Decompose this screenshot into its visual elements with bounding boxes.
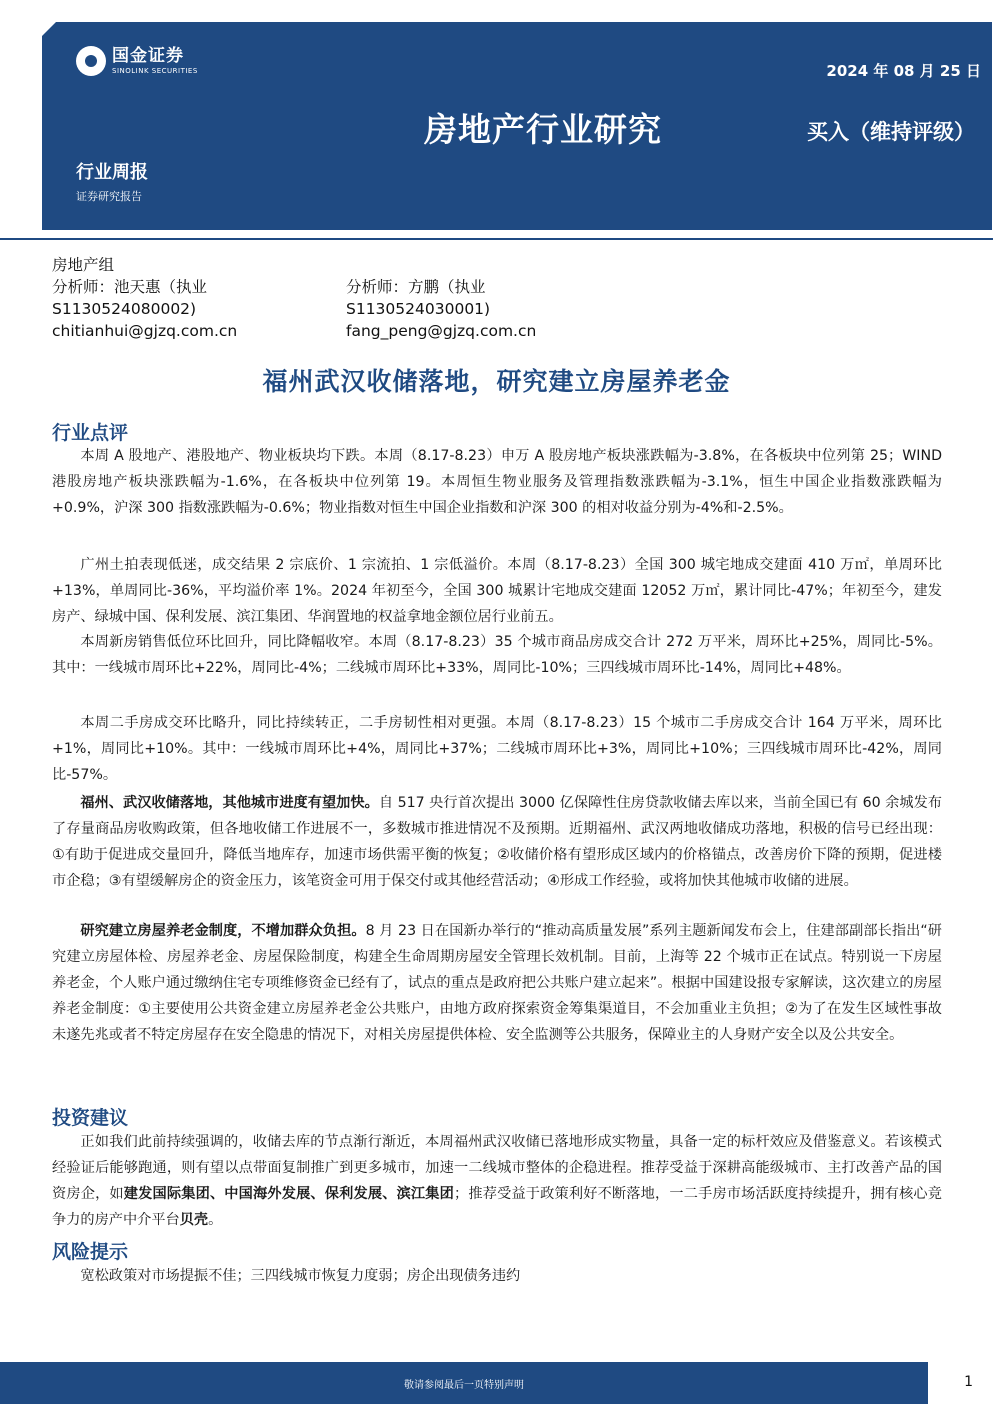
banner-corner xyxy=(42,22,56,36)
analyst-block xyxy=(52,254,752,342)
analyst-1 xyxy=(52,276,346,342)
review-paragraph-5 xyxy=(52,790,942,894)
analyst-2-email[interactable]: fang_peng@gjzq.com.cn xyxy=(346,322,537,340)
section-title-risk: 风险提示 xyxy=(52,1241,129,1263)
review-paragraph-6 xyxy=(52,918,942,1048)
section-title-review: 行业点评 xyxy=(52,422,129,444)
review-paragraph-3: 本周新房销售低位环比回升，同比降幅收窄。本周（8.17-8.23）35 个城市商品房成交合计 272 万平米，周环比+25%，周同比-5%。其中：一线城市周环比+22%，周同比-4%；二线城市周环比+33%，周同比-10%；三四线城市周环比-14%，周同比+48%。 xyxy=(52,634,942,676)
report-title: 房地产行业研究 xyxy=(424,110,662,149)
company-logo xyxy=(76,46,198,76)
analyst-columns xyxy=(52,276,752,342)
analyst-1-name: 分析师：池天惠（执业 xyxy=(52,278,208,296)
advice-paragraph-1 xyxy=(52,1129,942,1233)
header-rule xyxy=(0,238,993,240)
advice-text-c: ；推荐受益于政策利好不断落地，一二手房市场活跃度持续提升，拥有核心竞争力的房产中介平台 xyxy=(52,1186,942,1228)
advice-recommended-stocks: 建发国际集团、中国海外发展、保利发展、滨江集团 xyxy=(123,1186,455,1202)
review-paragraph-4: 本周二手房成交环比略升，同比持续转正，二手房韧性相对更强。本周（8.17-8.23）15 个城市二手房成交合计 164 万平米，周环比+1%，周同比+10%。其中：一线城市周环比+4%，周同比+37%；二线城市周环比+3%，周同比+10%；三四线城市周环比-42%，周同比-57%。 xyxy=(52,715,942,783)
review-paragraph-5-lead: 福州、武汉收储落地，其他城市进度有望加快。 xyxy=(80,795,379,811)
page-number: 1 xyxy=(964,1374,973,1390)
rating-label: 买入（维持评级） xyxy=(807,120,975,144)
advice-text-a: 正如我们此前持续强调的，收储去库的节点渐行渐近，本周福州武汉收储已落地形成实物量，具备一定的标杆效应及借鉴意义。若该模式经验证后能够跑通，则有望以点带面复制推广到更多城市，加速一二线城市整体的企稳进程。推荐受益于深耕高能级城市、主打改善产品的国资房企，如 xyxy=(52,1134,942,1202)
analyst-1-id: S1130524080002) xyxy=(52,300,197,318)
advice-recommended-platform: 贝壳 xyxy=(179,1212,209,1228)
logo-en: SINOLINK SECURITIES xyxy=(112,66,198,75)
report-subtype: 证券研究报告 xyxy=(76,190,142,203)
logo-text xyxy=(112,45,198,75)
headline: 福州武汉收储落地，研究建立房屋养老金 xyxy=(262,367,731,396)
logo-cn: 国金证券 xyxy=(112,45,184,66)
footer-disclaimer: 敬请参阅最后一页特别声明 xyxy=(404,1380,524,1391)
analyst-2-id: S1130524030001) xyxy=(346,300,491,318)
logo-mark-icon xyxy=(76,46,106,76)
analyst-group: 房地产组 xyxy=(52,256,115,274)
risk-paragraph-1: 宽松政策对市场提振不佳；三四线城市恢复力度弱；房企出现债务违约 xyxy=(80,1268,521,1284)
review-paragraph-2: 广州土拍表现低迷，成交结果 2 宗底价、1 宗流拍、1 宗低溢价。本周（8.17-8.23）全国 300 城宅地成交建面 410 万㎡，单周环比+13%，单周同比-36%，平均溢价率 1%。2024 年初至今，全国 300 城累计宅地成交建面 12052 万㎡，累计同比-47%；年初至今，建发房产、绿城中国、保利发展、滨江集团、华润置地的权益拿地金额位居行业前五。 xyxy=(52,557,942,625)
analyst-2 xyxy=(346,276,640,342)
report-date: 2024 年 08 月 25 日 xyxy=(826,62,981,80)
section-title-advice: 投资建议 xyxy=(52,1107,129,1129)
review-paragraph-6-body: 8 月 23 日在国新办举行的“推动高质量发展”系列主题新闻发布会上，住建部副部长指出“研究建立房屋体检、房屋养老金、房屋保险制度，构建全生命周期房屋安全管理长效机制。目前，上海等 22 个城市正在试点。特别说一下房屋养老金，个人账户通过缴纳住宅专项维修资金已经有了，试点的重点是政府把公共账户建立起来”。根据中国建设报专家解读，这次建立的房屋养老金制度：①主要使用公共资金建立房屋养老金公共账户，由地方政府探索资金筹集渠道目，不会加重业主负担；②为了在发生区域性事故未遂先兆或者不特定房屋存在安全隐患的情况下，对相关房屋提供体检、安全监测等公共服务，保障业主的人身财产安全以及公共安全。 xyxy=(52,923,942,1043)
review-paragraph-1: 本周 A 股地产、港股地产、物业板块均下跌。本周（8.17-8.23）申万 A 股房地产板块涨跌幅为-3.8%，在各板块中位列第 25；WIND 港股房地产板块涨跌幅为-1.6%，在各板块中位列第 19。本周恒生物业服务及管理指数涨跌幅为-3.1%，恒生中国企业指数涨跌幅为+0.9%，沪深 300 指数涨跌幅为-0.6%；物业指数对恒生中国企业指数和沪深 300 的相对收益分别为-4%和-2.5%。 xyxy=(52,448,942,516)
advice-text-e: 。 xyxy=(208,1212,223,1228)
analyst-1-email[interactable]: chitianhui@gjzq.com.cn xyxy=(52,322,238,340)
review-paragraph-5-body: 自 517 央行首次提出 3000 亿保障性住房贷款收储去库以来，当前全国已有 60 余城发布了存量商品房收购政策，但各地收储工作进展不一，多数城市推进情况不及预期。近期福州、武汉两地收储成功落地，积极的信号已经出现：①有助于促进成交量回升，降低当地库存，加速市场供需平衡的恢复；②收储价格有望形成区域内的价格锚点，改善房价下降的预期，促进楼市企稳；③有望缓解房企的资金压力，该笔资金可用于保交付或其他经营活动；④形成工作经验，或将加快其他城市收储的进展。 xyxy=(52,795,942,889)
report-type: 行业周报 xyxy=(76,162,148,183)
review-paragraph-6-lead: 研究建立房屋养老金制度，不增加群众负担。 xyxy=(80,923,366,939)
analyst-2-name: 分析师：方鹏（执业 xyxy=(346,278,486,296)
